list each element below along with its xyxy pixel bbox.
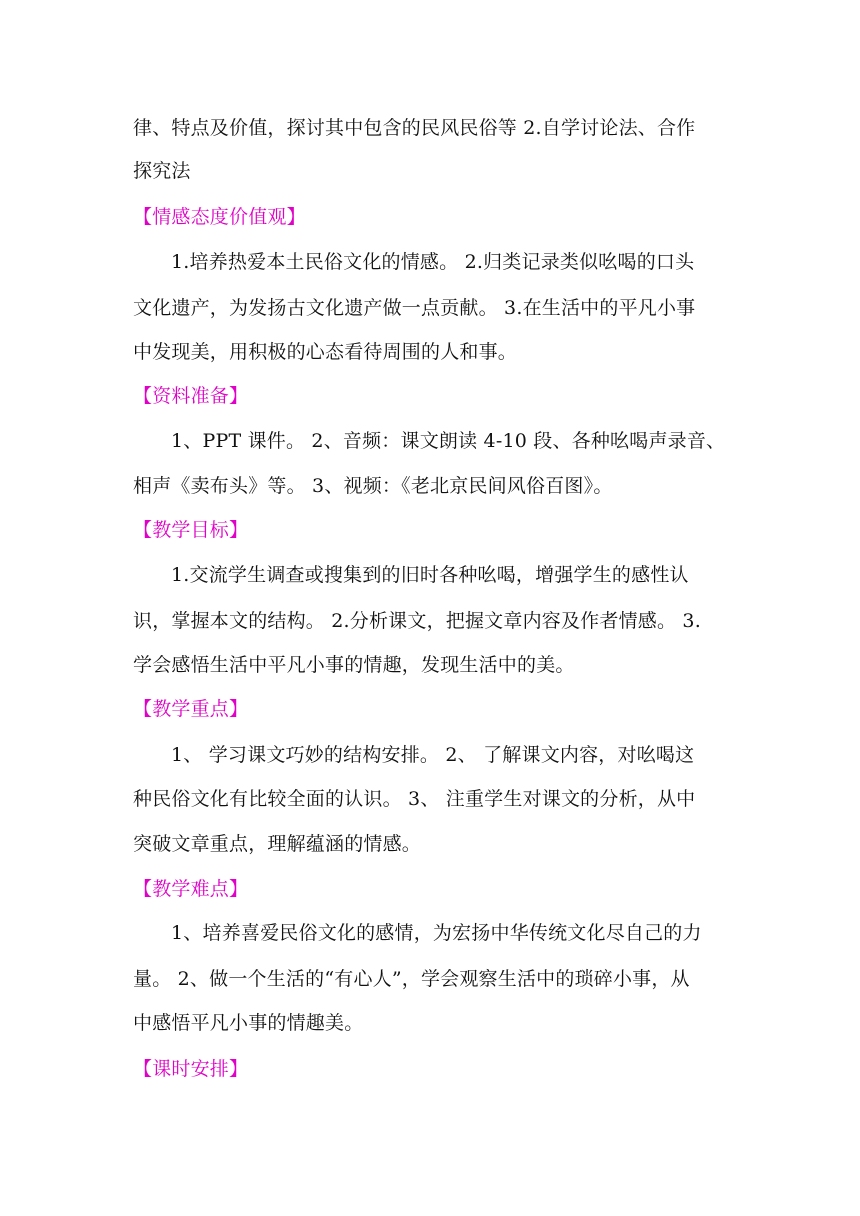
emotion-line-3: 中发现美，用积极的心态看待周围的人和事。 xyxy=(133,341,518,363)
goals-line-3: 学会感悟生活中平凡小事的情趣，发现生活中的美。 xyxy=(133,654,575,676)
heading-teaching-goals: 【教学目标】 xyxy=(133,519,249,541)
intro-line-1: 律、特点及价值，探讨其中包含的民风民俗等 2.自学讨论法、合作 xyxy=(133,117,696,139)
heading-emotion-values: 【情感态度价值观】 xyxy=(133,206,306,228)
heading-materials: 【资料准备】 xyxy=(133,385,249,407)
difficult-line-3: 中感悟平凡小事的情趣美。 xyxy=(133,1012,364,1034)
key-points-line-2: 种民俗文化有比较全面的认识。 3、 注重学生对课文的分析，从中 xyxy=(133,788,696,810)
intro-line-2: 探究法 xyxy=(133,160,191,182)
key-points-line-1: 1、 学习课文巧妙的结构安排。 2、 了解课文内容，对吆喝这 xyxy=(171,744,695,766)
heading-key-points: 【教学重点】 xyxy=(133,698,249,720)
key-points-line-3: 突破文章重点，理解蕴涵的情感。 xyxy=(133,833,422,855)
goals-line-2: 识，掌握本文的结构。 2.分析课文，把握文章内容及作者情感。 3. xyxy=(133,610,701,632)
materials-line-1: 1、PPT 课件。 2、音频：课文朗读 4-10 段、各种吆喝声录音、 xyxy=(171,430,726,452)
difficult-line-2: 量。 2、做一个生活的“有心人”，学会观察生活中的琐碎小事，从 xyxy=(133,968,690,990)
goals-line-1: 1.交流学生调查或搜集到的旧时各种吆喝，增强学生的感性认 xyxy=(171,564,689,586)
emotion-line-2: 文化遗产，为发扬古文化遗产做一点贡献。 3.在生活中的平凡小事 xyxy=(133,297,696,319)
heading-difficult-points: 【教学难点】 xyxy=(133,878,249,900)
heading-class-schedule: 【课时安排】 xyxy=(133,1058,249,1080)
difficult-line-1: 1、培养喜爱民俗文化的感情，为宏扬中华传统文化尽自己的力 xyxy=(171,922,702,944)
materials-line-2: 相声《卖布头》等。 3、视频：《老北京民间风俗百图》。 xyxy=(133,475,613,497)
emotion-line-1: 1.培养热爱本土民俗文化的情感。 2.归类记录类似吆喝的口头 xyxy=(171,251,695,273)
